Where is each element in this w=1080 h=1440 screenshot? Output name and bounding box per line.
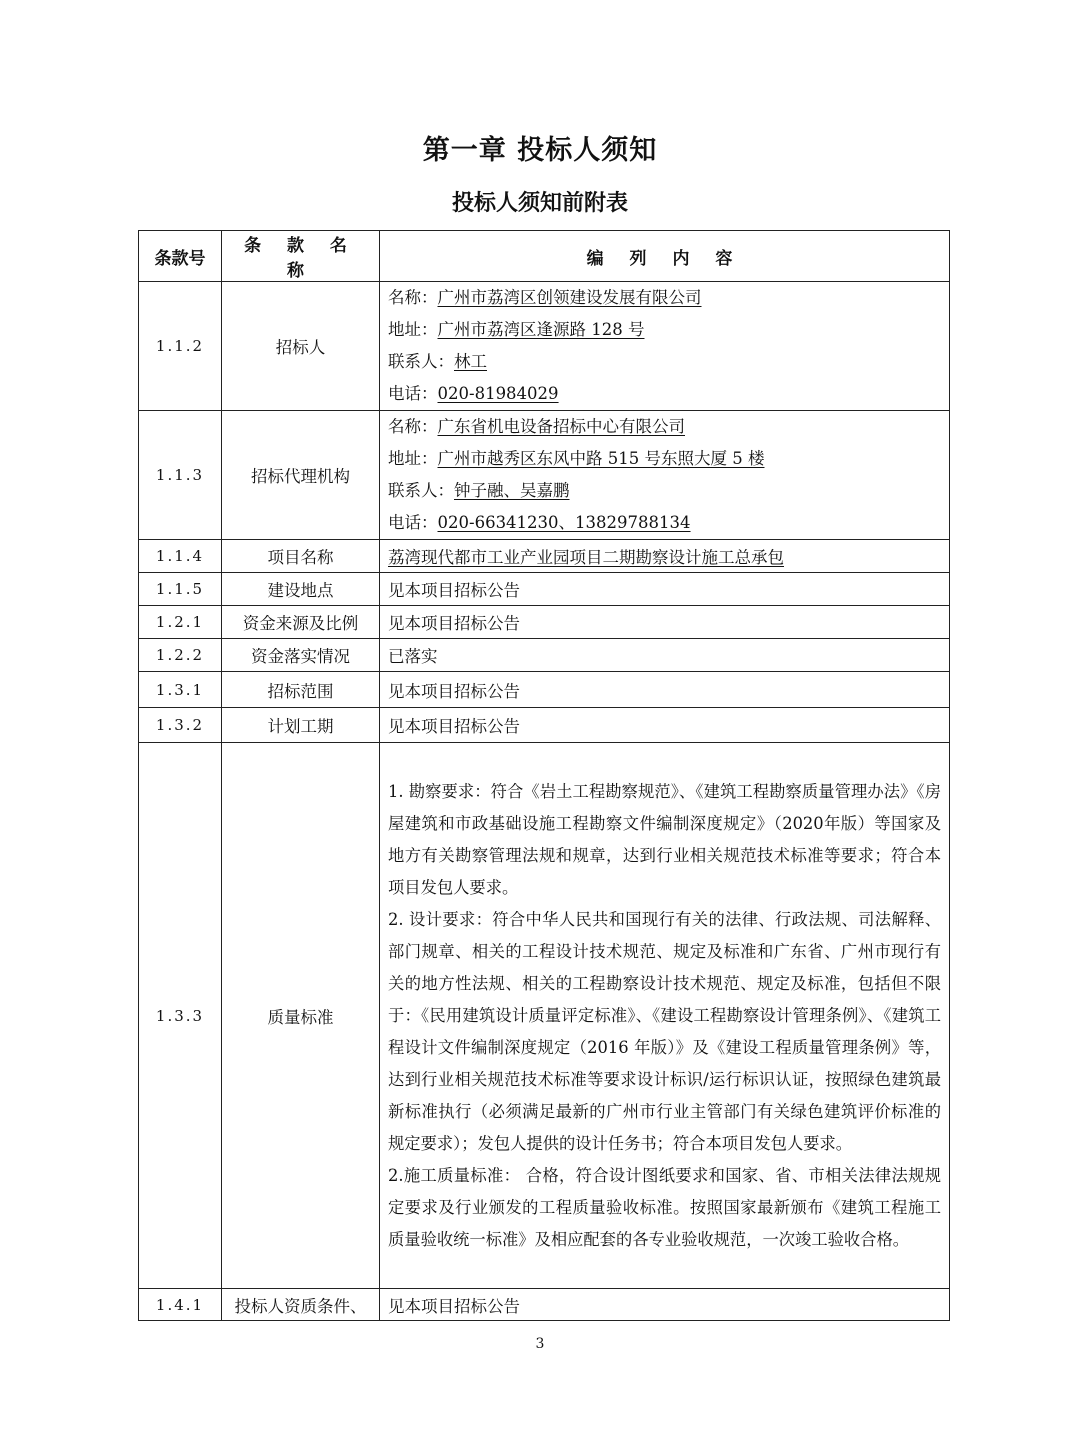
clause-content: 已落实 (380, 639, 950, 672)
design-requirements: 2. 设计要求：符合中华人民共和国现行有关的法律、行政法规、司法解释、部门规章、相关的工程设计技术规范、规定及标准和广东省、广州市现行有关的地方性法规、相关的工程勘察设计技术规范、规定及标准，包括但不限于：《民用建筑设计质量评定标准》、《建设工程勘察设计管理条例》、《建筑工程设计文件编制深度规定（2016 年版）》及《建设工程质量管理条例》等，达到行业相关规范技术标准等要求设计标识/运行标识认证，按照绿色建筑最新标准执行（必须满足最新的广州市行业主管部门有关绿色建筑评价标准的规定要求）；发包人提供的设计任务书；符合本项目发包人要求。 (388, 909, 941, 1153)
clause-name: 质量标准 (222, 743, 380, 1289)
clause-name: 资金来源及比例 (222, 606, 380, 639)
survey-requirements: 1. 勘察要求：符合《岩土工程勘察规范》、《建筑工程勘察质量管理办法》《房屋建筑和市政基础设施工程勘察文件编制深度规定》（2020年版）等国家及地方有关勘察管理法规和规章，达到行业相关规范技术标准等要求；符合本项目发包人要求。 (388, 781, 941, 897)
bidder-notice-table (138, 230, 950, 1321)
clause-content (380, 411, 950, 540)
table-row (139, 743, 950, 1289)
clause-content (380, 743, 950, 1289)
clause-content (380, 540, 950, 573)
table-title: 投标人须知前附表 (451, 190, 628, 216)
clause-name: 计划工期 (222, 708, 380, 743)
label: 名称： (388, 288, 438, 307)
clause-name: 项目名称 (222, 540, 380, 573)
agency-contact: 钟子融、吴嘉鹏 (454, 481, 570, 500)
table-row (139, 411, 950, 540)
clause-no: 1.2.1 (139, 606, 222, 639)
clause-content: 见本项目招标公告 (380, 606, 950, 639)
table-row (139, 540, 950, 573)
tenderer-contact: 林工 (454, 352, 487, 371)
clause-name: 建设地点 (222, 573, 380, 606)
table-row (139, 708, 950, 743)
label: 地址： (388, 449, 438, 468)
header-content: 编 列 内 容 (380, 231, 950, 282)
clause-name: 招标代理机构 (222, 411, 380, 540)
table-row (139, 672, 950, 708)
clause-name: 招标范围 (222, 672, 380, 708)
clause-content: 见本项目招标公告 (380, 573, 950, 606)
clause-content (380, 282, 950, 411)
table-row (139, 282, 950, 411)
clause-content: 见本项目招标公告 (380, 1289, 950, 1321)
clause-name: 投标人资质条件、 (222, 1289, 380, 1321)
tenderer-address: 广州市荔湾区逢源路 128 号 (437, 320, 645, 339)
clause-name: 资金落实情况 (222, 639, 380, 672)
table-header-row (139, 231, 950, 282)
label: 联系人： (388, 352, 454, 371)
clause-no: 1.3.2 (139, 708, 222, 743)
clause-no: 1.1.3 (139, 411, 222, 540)
agency-phone: 020-66341230、13829788134 (437, 513, 691, 532)
construction-quality-standard: 2.施工质量标准： 合格，符合设计图纸要求和国家、省、市相关法律法规规定要求及行业颁发的工程质量验收标准。按照国家最新颁布《建筑工程施工质量验收统一标准》及相应配套的各专业验收规范，一次竣工验收合格。 (388, 1165, 941, 1249)
header-clause-name: 条 款 名 称 (222, 231, 380, 282)
tenderer-name: 广州市荔湾区创领建设发展有限公司 (437, 288, 702, 307)
tenderer-phone: 020-81984029 (437, 384, 559, 403)
clause-no: 1.3.1 (139, 672, 222, 708)
agency-address: 广州市越秀区东风中路 515 号东照大厦 5 楼 (437, 449, 765, 468)
table-row (139, 573, 950, 606)
page-number: 3 (535, 1336, 545, 1352)
clause-content: 见本项目招标公告 (380, 708, 950, 743)
table-row (139, 1289, 950, 1321)
table-row (139, 639, 950, 672)
label: 名称： (388, 417, 438, 436)
clause-no: 1.1.5 (139, 573, 222, 606)
label: 联系人： (388, 481, 454, 500)
chapter-title: 第一章 投标人须知 (422, 135, 658, 166)
clause-no: 1.1.4 (139, 540, 222, 573)
clause-no: 1.1.2 (139, 282, 222, 411)
clause-no: 1.2.2 (139, 639, 222, 672)
project-name: 荔湾现代都市工业产业园项目二期勘察设计施工总承包 (388, 548, 784, 567)
label: 电话： (388, 513, 438, 532)
agency-name: 广东省机电设备招标中心有限公司 (437, 417, 685, 436)
header-clause-no: 条款号 (139, 231, 222, 282)
clause-no: 1.4.1 (139, 1289, 222, 1321)
table-row (139, 606, 950, 639)
label: 地址： (388, 320, 438, 339)
clause-name: 招标人 (222, 282, 380, 411)
clause-no: 1.3.3 (139, 743, 222, 1289)
clause-content: 见本项目招标公告 (380, 672, 950, 708)
label: 电话： (388, 384, 438, 403)
